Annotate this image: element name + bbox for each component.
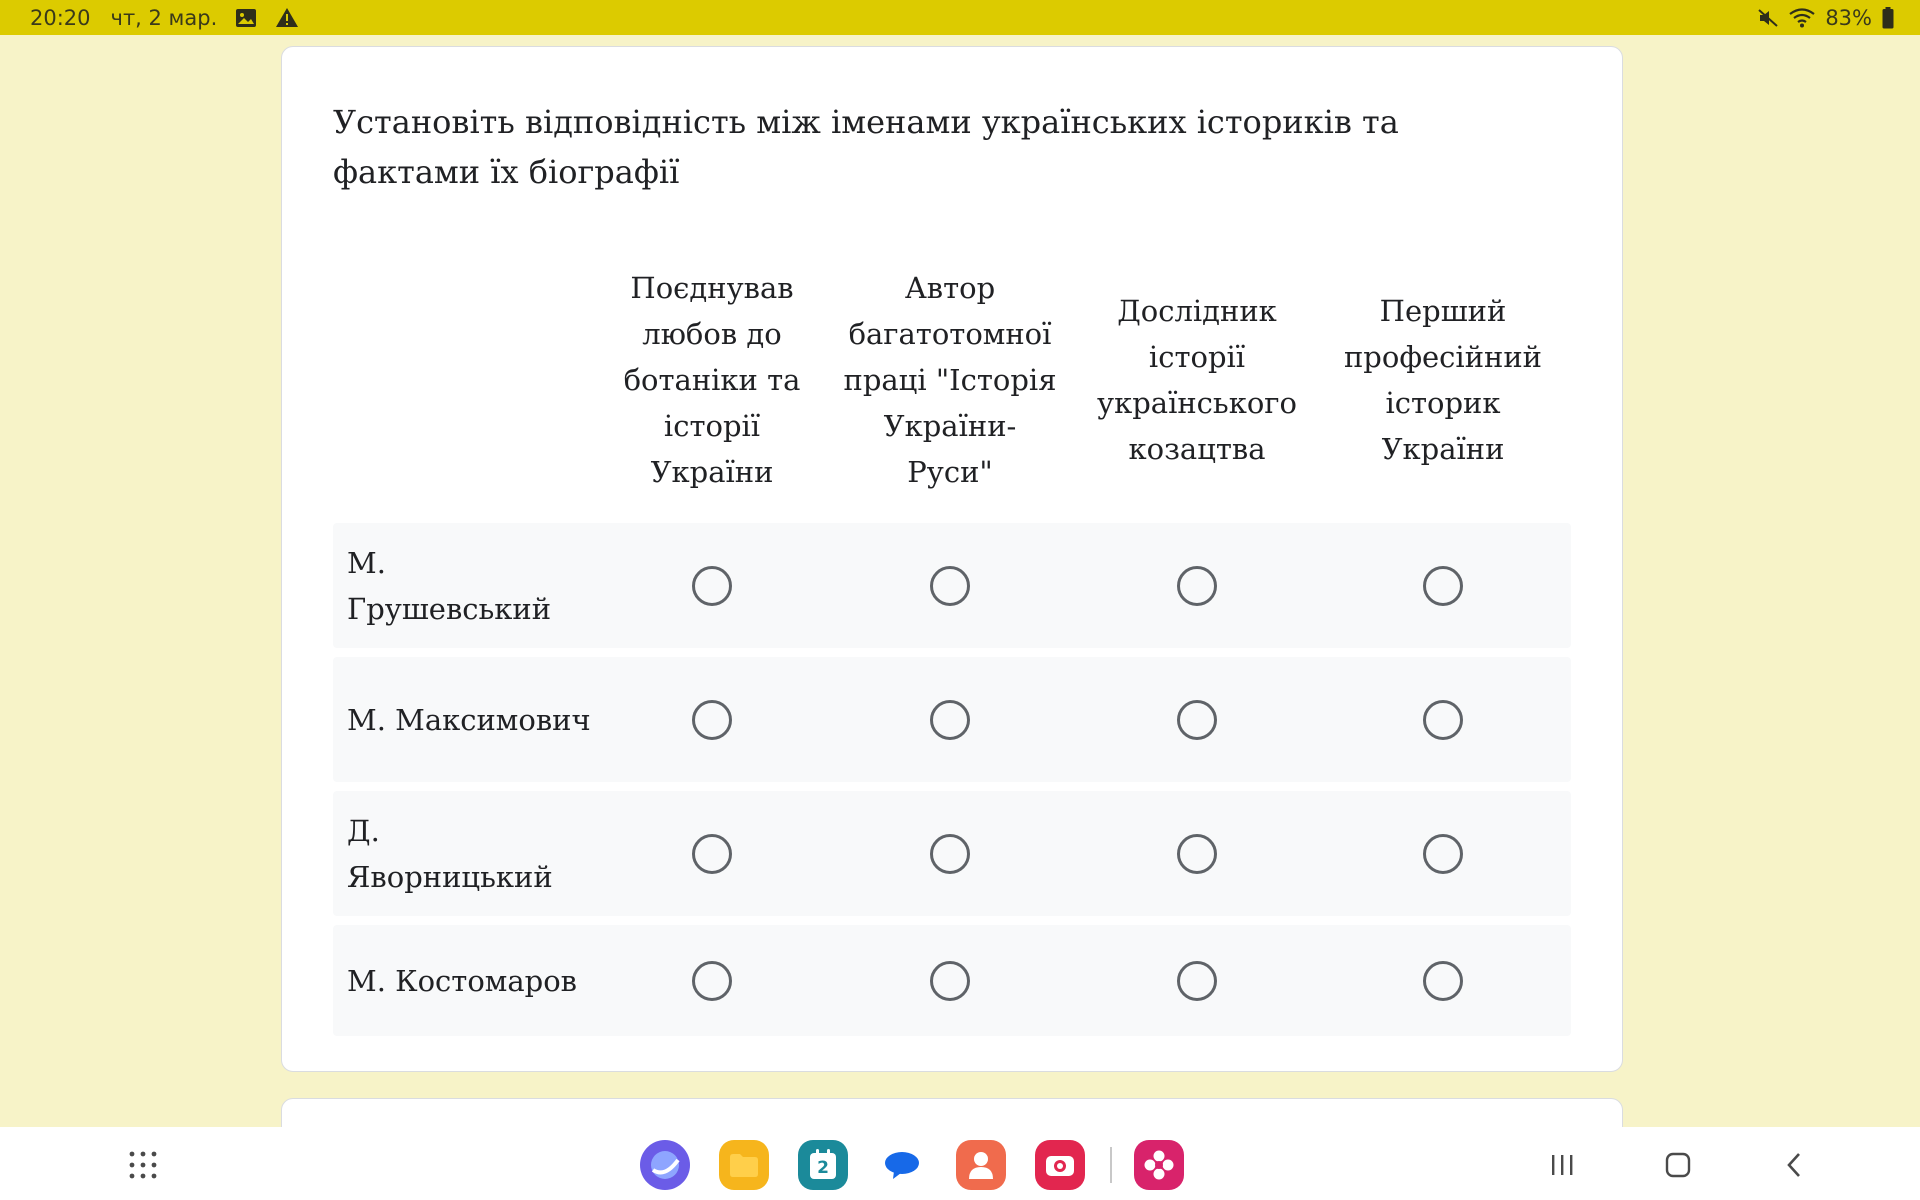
grid-cell — [1325, 925, 1561, 1036]
dock-separator — [1110, 1147, 1112, 1183]
radio-button[interactable] — [930, 566, 970, 606]
radio-button[interactable] — [930, 700, 970, 740]
grid-cell — [831, 523, 1069, 648]
radio-button[interactable] — [1423, 961, 1463, 1001]
grid-cell — [1069, 925, 1325, 1036]
grid-cell — [593, 925, 831, 1036]
internet-app-icon[interactable] — [640, 1140, 690, 1190]
radio-button[interactable] — [692, 700, 732, 740]
radio-button[interactable] — [692, 961, 732, 1001]
radio-button[interactable] — [692, 566, 732, 606]
row-label: Д. Яворницький — [347, 813, 553, 894]
grid-header — [333, 237, 1573, 523]
grid-row — [333, 657, 1571, 782]
warning-icon — [275, 7, 299, 28]
radio-button[interactable] — [1423, 834, 1463, 874]
recent-apps-button[interactable] — [1542, 1145, 1582, 1185]
row-label: М. Грушевський — [347, 545, 552, 626]
column-header: Дослідник історії українського козацтва — [1097, 294, 1297, 466]
grid-row — [333, 925, 1571, 1036]
back-button[interactable] — [1774, 1145, 1814, 1185]
grid-cell — [593, 657, 831, 782]
radio-button[interactable] — [1423, 566, 1463, 606]
camera-app-icon[interactable] — [1035, 1140, 1085, 1190]
grid-cell — [1325, 657, 1561, 782]
battery-percent: 83% — [1825, 5, 1872, 30]
wifi-icon — [1789, 8, 1815, 28]
grid-row — [333, 523, 1571, 648]
radio-button[interactable] — [1177, 700, 1217, 740]
row-label: М. Костомаров — [347, 963, 577, 998]
status-right — [1757, 6, 1894, 30]
gallery-icon — [235, 8, 257, 28]
choice-grid — [333, 237, 1573, 1045]
radio-button[interactable] — [930, 961, 970, 1001]
radio-button[interactable] — [1177, 834, 1217, 874]
column-header: Перший професійний історик України — [1343, 294, 1543, 466]
app-dock — [640, 1140, 1213, 1190]
question-card — [281, 46, 1623, 1072]
grid-cell — [831, 925, 1069, 1036]
grid-cell — [593, 791, 831, 916]
grid-cell — [593, 523, 831, 648]
calendar-app-icon[interactable] — [798, 1140, 848, 1190]
radio-button[interactable] — [1177, 961, 1217, 1001]
radio-button[interactable] — [1177, 566, 1217, 606]
messages-app-icon[interactable] — [877, 1140, 927, 1190]
status-time: 20:20 — [30, 5, 91, 30]
grid-cell — [831, 657, 1069, 782]
status-left — [30, 6, 299, 30]
column-header: Автор багатотомної праці "Історія України-Руси" — [843, 271, 1057, 489]
home-button[interactable] — [1658, 1145, 1698, 1185]
grid-cell — [1325, 791, 1561, 916]
apps-grid-icon[interactable] — [128, 1150, 158, 1180]
grid-cell — [1069, 523, 1325, 648]
grid-cell — [831, 791, 1069, 916]
grid-cell — [1069, 657, 1325, 782]
grid-cell — [1325, 523, 1561, 648]
contacts-app-icon[interactable] — [956, 1140, 1006, 1190]
status-date: чт, 2 мар. — [110, 5, 218, 30]
gallery-app-icon[interactable] — [1134, 1140, 1184, 1190]
calendar-day: 2 — [817, 1158, 829, 1178]
grid-cell — [1069, 791, 1325, 916]
grid-row — [333, 791, 1571, 916]
radio-button[interactable] — [692, 834, 732, 874]
my-files-app-icon[interactable] — [719, 1140, 769, 1190]
mute-icon — [1757, 8, 1779, 28]
row-label: М. Максимович — [347, 702, 591, 737]
status-bar — [0, 0, 1920, 35]
navigation-bar — [0, 1127, 1920, 1200]
radio-button[interactable] — [1423, 700, 1463, 740]
question-title: Установіть відповідність між іменами українських істориків та фактами їх біографії — [333, 103, 1399, 191]
radio-button[interactable] — [930, 834, 970, 874]
battery-icon — [1882, 7, 1894, 29]
column-header: Поєднував любов до ботаніки та історії України — [623, 271, 801, 489]
